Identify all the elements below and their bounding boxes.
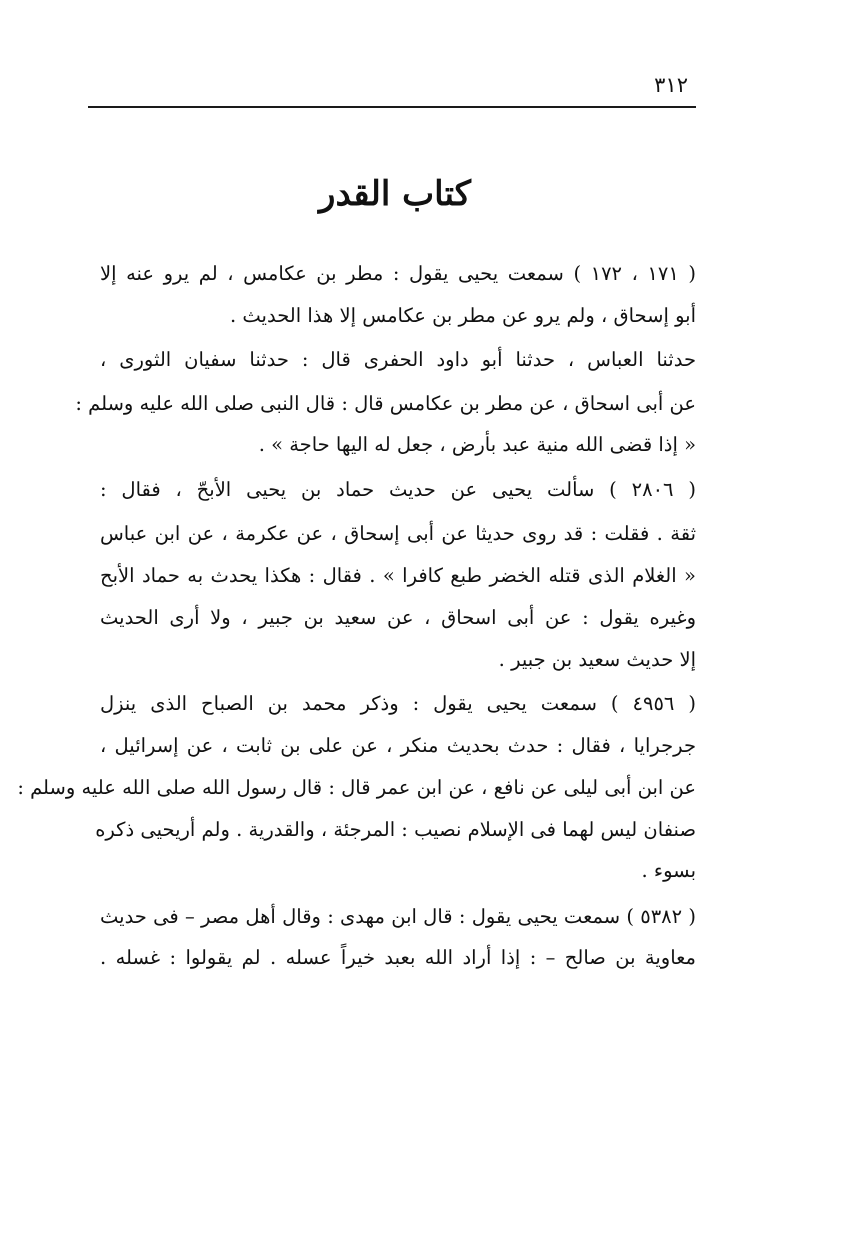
text-line: عن أبى اسحاق ، عن مطر بن عكامس قال : قال النبى صلى الله عليه وسلم : <box>75 392 696 415</box>
text-line: إلا حديث سعيد بن جبير . <box>498 648 696 671</box>
text-line: ثقة . فقلت : قد روى حديثا عن أبى إسحاق ، عن عكرمة ، عن ابن عباس <box>100 522 696 545</box>
header-rule <box>88 106 696 108</box>
chapter-title: كتاب القدر <box>319 174 471 214</box>
text-line: جرجرايا ، فقال : حدث بحديث منكر ، عن على بن ثابت ، عن إسرائيل ، <box>100 734 696 757</box>
text-line: حدثنا العباس ، حدثنا أبو داود الحفرى قال : حدثنا سفيان الثورى ، <box>100 348 696 371</box>
text-line: ( ٤٩٥٦ ) سمعت يحيى يقول : وذكر محمد بن الصباح الذى ينزل <box>100 692 696 715</box>
text-line: ( ٢٨٠٦ ) سألت يحيى عن حديث حماد بن يحيى الأبحّ ، فقال : <box>100 478 696 501</box>
text-line: ( ١٧١ ، ١٧٢ ) سمعت يحيى يقول : مطر بن عكامس ، لم يرو عنه إلا <box>100 262 696 285</box>
text-line: « إذا قضى الله منية عبد بأرض ، جعل له اليها حاجة » . <box>258 433 696 456</box>
text-line: وغيره يقول : عن أبى اسحاق ، عن سعيد بن جبير ، ولا أرى الحديث <box>100 606 696 629</box>
page-number: ٣١٢ <box>654 73 688 97</box>
text-line: معاوية بن صالح – : إذا أراد الله بعبد خيراً عسله . لم يقولوا : غسله . <box>100 946 696 969</box>
text-line: أبو إسحاق ، ولم يرو عن مطر بن عكامس إلا هذا الحديث . <box>230 304 696 327</box>
text-line: بسوء . <box>641 859 696 882</box>
text-line: ( ٥٣٨٢ ) سمعت يحيى يقول : قال ابن مهدى : وقال أهل مصر – فى حديث <box>100 905 696 928</box>
text-line: عن ابن أبى ليلى عن نافع ، عن ابن عمر قال : قال رسول الله صلى الله عليه وسلم : <box>17 776 696 799</box>
text-line: صنفان ليس لهما فى الإسلام نصيب : المرجئة ، والقدرية . ولم أريحيى ذكره <box>95 818 696 841</box>
text-line: « الغلام الذى قتله الخضر طبع كافرا » . فقال : هكذا يحدث به حماد الأبح <box>100 564 696 587</box>
